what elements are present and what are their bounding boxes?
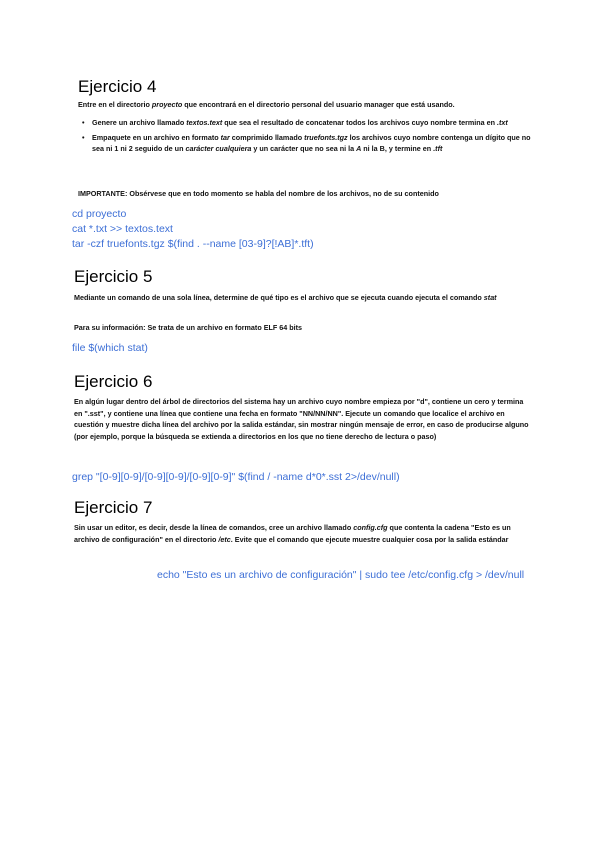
- ejercicio-7-code-line-1: echo "Esto es un archivo de configuración" | sudo tee /etc/config.cfg > /dev/null: [157, 569, 525, 581]
- ejercicio-6-text: En algún lugar dentro del árbol de directorios del sistema hay un archivo cuyo nombre empieza por "d", contiene un cero y termina en ".sst", y contiene una línea que contiene una fecha en formato "NN/NN/NN". Ejecute un comando que localice el archivo en cuestión y muestre dicha línea del archivo por la salida estándar, sin mostrar ningún mensaje de error, en caso de producirse alguno (por ejemplo, porque la búsqueda se extienda a directorios en los que no tiene derecho de lectura o paso): [74, 397, 529, 441]
- ejercicio-6-title: Ejercicio 6: [74, 372, 153, 391]
- ejercicio-4-title: Ejercicio 4: [78, 77, 157, 96]
- ejercicio-4-code: [72, 208, 314, 251]
- ejercicio-7-title: Ejercicio 7: [74, 498, 153, 517]
- ejercicio-4-intro: Entre en el directorio proyecto que encontrará en el directorio personal del usuario manager que está usando.: [78, 100, 455, 109]
- ejercicio-5-code-line-1: file $(which stat): [72, 342, 148, 354]
- ejercicio-4-task-2: • Empaquete en un archivo en formato tar comprimido llamado truefonts.tgz los archivos cuyo nombre contenga un dígito que no sea ni 1 ni 2 seguido de un carácter cualquiera y un carácter que no sea ni la A ni la B, y termine en .tft: [92, 132, 540, 154]
- ejercicio-5-info: Para su información: Se trata de un archivo en formato ELF 64 bits: [74, 323, 303, 332]
- ejercicio-4-code-line-2: cat *.txt >> textos.text: [72, 223, 173, 235]
- ejercicio-4-importante: IMPORTANTE: Obsérvese que en todo momento se habla del nombre de los archivos, no de su contenido: [78, 189, 439, 198]
- ejercicio-6-code-line-1: grep "[0-9][0-9]/[0-9][0-9]/[0-9][0-9]" $(find / -name d*0*.sst 2>/dev/null): [72, 471, 400, 483]
- ejercicio-4-code-line-3: tar -czf truefonts.tgz $(find . --name [03-9]?[!AB]*.tft): [72, 238, 314, 250]
- ejercicio-5-text: Mediante un comando de una sola línea, determine de qué tipo es el archivo que se ejecuta cuando ejecuta el comando stat: [74, 293, 497, 302]
- ejercicio-4-code-line-1: cd proyecto: [72, 208, 127, 220]
- ejercicio-4-task-list: [74, 117, 540, 154]
- ejercicio-7-text: Sin usar un editor, es decir, desde la línea de comandos, cree un archivo llamado config.cfg que contenta la cadena "Esto es un archivo de configuración" en el directorio /etc. Evite que el comando que ejecute muestre cualquier cosa por la salida estándar: [74, 523, 511, 544]
- ejercicio-4-task-1: • Genere un archivo llamado textos.text que sea el resultado de concatenar todos los archivos cuyo nombre termina en .txt: [92, 117, 540, 128]
- ejercicio-5-title: Ejercicio 5: [74, 267, 153, 286]
